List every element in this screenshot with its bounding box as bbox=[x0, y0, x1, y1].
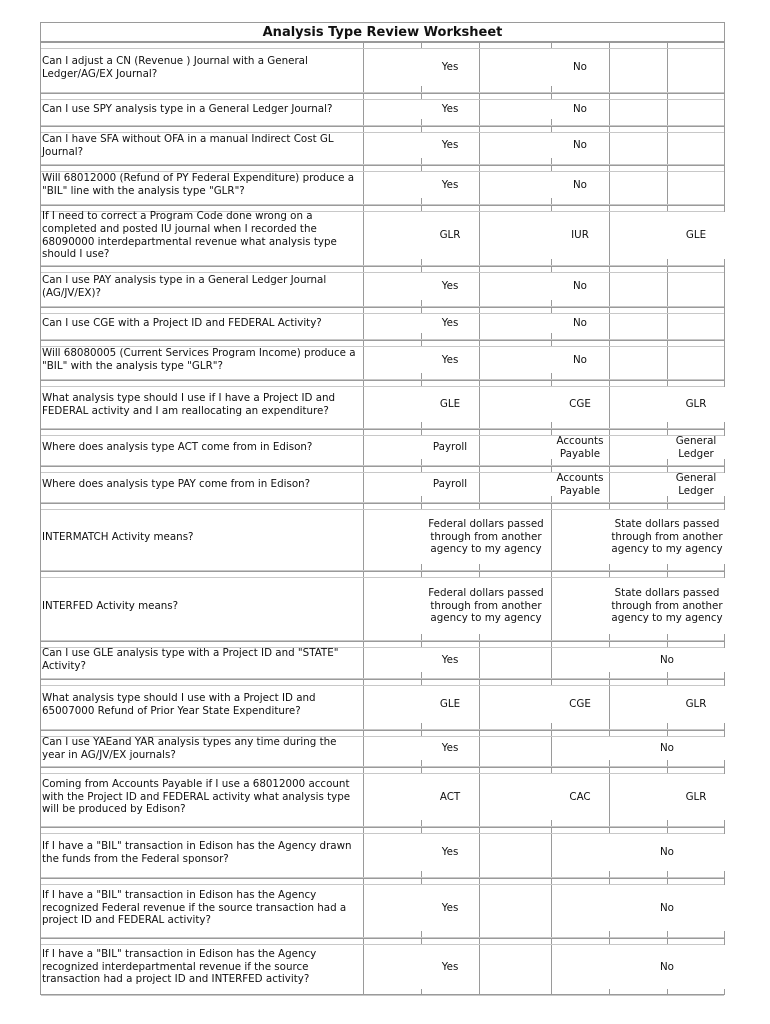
answer-option-3: No bbox=[609, 834, 725, 871]
answer-option-1: Yes bbox=[421, 314, 479, 333]
answer-option-4: General Ledger bbox=[667, 473, 725, 496]
question-text: Will 68012000 (Refund of PY Federal Expenditure) produce a "BIL" line with the analysis type "GLR"? bbox=[42, 172, 362, 198]
question-row bbox=[41, 126, 724, 165]
answer-option-1: Yes bbox=[421, 885, 479, 931]
answer-option-4: General Ledger bbox=[667, 436, 725, 459]
answer-option-1: Yes bbox=[421, 347, 479, 373]
question-row bbox=[41, 938, 724, 996]
question-text: Will 68080005 (Current Services Program Income) produce a "BIL" with the analysis type "GLR"? bbox=[42, 347, 362, 373]
row-divider bbox=[41, 380, 724, 381]
answer-option-2: CGE bbox=[551, 387, 609, 422]
question-text: Can I use CGE with a Project ID and FEDERAL Activity? bbox=[42, 314, 362, 333]
question-row bbox=[41, 429, 724, 466]
row-divider bbox=[41, 307, 724, 308]
row-divider bbox=[41, 938, 724, 939]
question-text: What analysis type should I use with a Project ID and 65007000 Refund of Prior Year State Expenditure? bbox=[42, 686, 362, 723]
answer-option-1: ACT bbox=[421, 774, 479, 820]
answer-option-1: Yes bbox=[421, 133, 479, 158]
answer-option-3: No bbox=[609, 945, 725, 989]
answer-option-2: State dollars passed through from another agency to my agency bbox=[609, 510, 725, 564]
row-divider bbox=[41, 340, 724, 341]
row-divider bbox=[41, 730, 724, 731]
answer-option-2: No bbox=[551, 273, 609, 300]
row-divider bbox=[41, 205, 724, 206]
answer-option-1: GLE bbox=[421, 686, 479, 723]
answer-option-2: CGE bbox=[551, 686, 609, 723]
question-text: INTERMATCH Activity means? bbox=[42, 510, 362, 564]
question-row bbox=[41, 380, 724, 429]
question-row bbox=[41, 165, 724, 205]
question-row bbox=[41, 42, 724, 93]
row-divider bbox=[41, 641, 724, 642]
answer-option-2: No bbox=[551, 133, 609, 158]
answer-option-2: State dollars passed through from another agency to my agency bbox=[609, 578, 725, 634]
answer-option-1: Yes bbox=[421, 172, 479, 198]
question-row bbox=[41, 307, 724, 340]
answer-option-1: Yes bbox=[421, 648, 479, 672]
question-text: Can I adjust a CN (Revenue ) Journal with a General Ledger/AG/EX Journal? bbox=[42, 49, 362, 86]
row-divider bbox=[41, 165, 724, 166]
question-text: Can I have SFA without OFA in a manual Indirect Cost GL Journal? bbox=[42, 133, 362, 158]
question-text: Can I use SPY analysis type in a General Ledger Journal? bbox=[42, 100, 362, 119]
question-row bbox=[41, 503, 724, 571]
answer-option-1: GLR bbox=[421, 212, 479, 259]
row-divider bbox=[41, 42, 724, 43]
question-text: What analysis type should I use if I have a Project ID and FEDERAL activity and I am reallocating an expenditure? bbox=[42, 387, 362, 422]
answer-option-2: No bbox=[551, 100, 609, 119]
answer-option-4: GLR bbox=[667, 387, 725, 422]
question-row bbox=[41, 878, 724, 938]
answer-option-2: No bbox=[551, 314, 609, 333]
question-row bbox=[41, 730, 724, 767]
answer-option-1: Yes bbox=[421, 834, 479, 871]
worksheet-title: Analysis Type Review Worksheet bbox=[41, 23, 724, 42]
question-row bbox=[41, 641, 724, 679]
answer-option-1: GLE bbox=[421, 387, 479, 422]
row-divider bbox=[41, 995, 724, 996]
answer-option-2: CAC bbox=[551, 774, 609, 820]
answer-option-1: Federal dollars passed through from another agency to my agency bbox=[421, 510, 551, 564]
row-divider bbox=[41, 126, 724, 127]
answer-option-1: Payroll bbox=[421, 436, 479, 459]
answer-option-2: No bbox=[551, 172, 609, 198]
answer-option-1: Yes bbox=[421, 273, 479, 300]
question-row bbox=[41, 571, 724, 641]
row-divider bbox=[41, 679, 724, 680]
answer-option-2: Accounts Payable bbox=[551, 473, 609, 496]
row-divider bbox=[41, 429, 724, 430]
question-row bbox=[41, 205, 724, 266]
worksheet bbox=[40, 22, 725, 995]
row-divider bbox=[41, 827, 724, 828]
answer-option-1: Yes bbox=[421, 100, 479, 119]
question-text: Can I use PAY analysis type in a General Ledger Journal (AG/JV/EX)? bbox=[42, 273, 362, 300]
question-row bbox=[41, 827, 724, 878]
question-text: Where does analysis type PAY come from in Edison? bbox=[42, 473, 362, 496]
answer-option-1: Yes bbox=[421, 49, 479, 86]
answer-option-3: No bbox=[609, 648, 725, 672]
answer-option-4: GLE bbox=[667, 212, 725, 259]
answer-option-4: GLR bbox=[667, 774, 725, 820]
answer-option-2: Accounts Payable bbox=[551, 436, 609, 459]
row-divider bbox=[41, 93, 724, 94]
row-divider bbox=[41, 466, 724, 467]
question-row bbox=[41, 466, 724, 503]
question-row bbox=[41, 93, 724, 126]
question-row bbox=[41, 679, 724, 730]
question-text: If I have a "BIL" transaction in Edison has the Agency recognized Federal revenue if the source transaction had a project ID and FEDERAL activity? bbox=[42, 885, 362, 931]
question-row bbox=[41, 340, 724, 380]
question-text: Where does analysis type ACT come from in Edison? bbox=[42, 436, 362, 459]
answer-option-1: Federal dollars passed through from another agency to my agency bbox=[421, 578, 551, 634]
answer-option-3: No bbox=[609, 885, 725, 931]
question-text: INTERFED Activity means? bbox=[42, 578, 362, 634]
question-text: Can I use YAEand YAR analysis types any time during the year in AG/JV/EX journals? bbox=[42, 737, 362, 760]
answer-option-1: Payroll bbox=[421, 473, 479, 496]
answer-option-2: IUR bbox=[551, 212, 609, 259]
question-text: If I need to correct a Program Code done wrong on a completed and posted IU journal when I recorded the 68090000 interdepartmental revenue what analysis type should I use? bbox=[42, 212, 362, 259]
answer-option-3: No bbox=[609, 737, 725, 760]
answer-option-1: Yes bbox=[421, 737, 479, 760]
question-text: If I have a "BIL" transaction in Edison has the Agency recognized interdepartmental revenue if the source transaction had a project ID and INTERFED activity? bbox=[42, 945, 362, 989]
question-text: If I have a "BIL" transaction in Edison has the Agency drawn the funds from the Federal sponsor? bbox=[42, 834, 362, 871]
answer-option-1: Yes bbox=[421, 945, 479, 989]
row-divider bbox=[41, 503, 724, 504]
row-divider bbox=[41, 767, 724, 768]
question-text: Can I use GLE analysis type with a Project ID and "STATE" Activity? bbox=[42, 648, 362, 672]
row-divider bbox=[41, 878, 724, 879]
row-divider bbox=[41, 571, 724, 572]
question-row bbox=[41, 266, 724, 307]
answer-option-4: GLR bbox=[667, 686, 725, 723]
row-divider bbox=[41, 266, 724, 267]
question-text: Coming from Accounts Payable if I use a 68012000 account with the Project ID and FEDERAL activity what analysis type will be produced by Edison? bbox=[42, 774, 362, 820]
question-row bbox=[41, 767, 724, 827]
answer-option-2: No bbox=[551, 347, 609, 373]
answer-option-2: No bbox=[551, 49, 609, 86]
